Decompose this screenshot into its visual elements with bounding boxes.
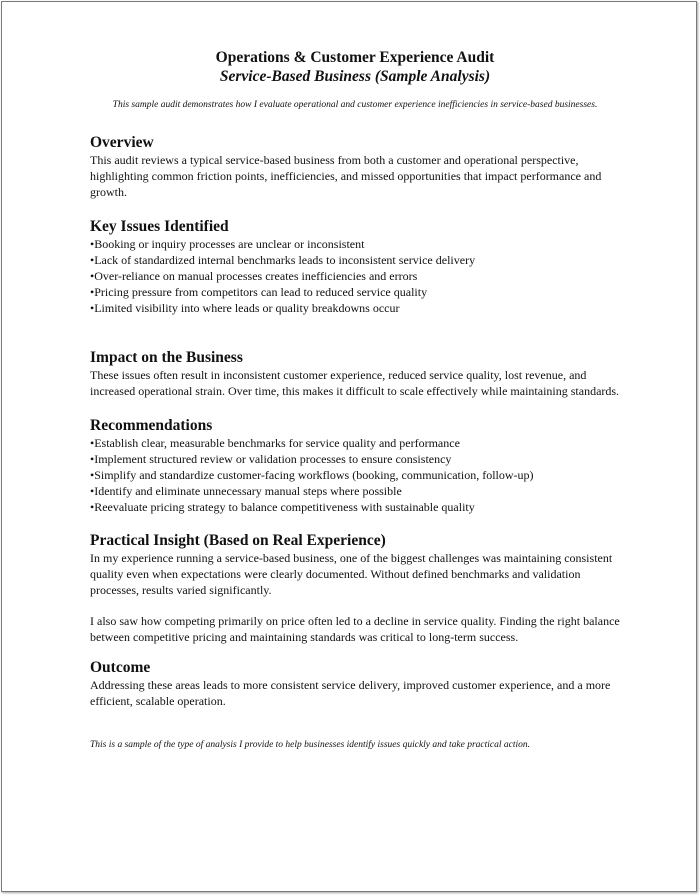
practical-insight-heading: Practical Insight (Based on Real Experience) <box>90 532 386 549</box>
document-page <box>1 1 697 892</box>
practical-insight-paragraph-1: In my experience running a service-based business, one of the biggest challenges was maintaining consistent quality even when expectations were clearly documented. Without defined benchmarks and validation processes, results varied significantly. <box>90 551 613 597</box>
list-item: • Reevaluate pricing strategy to balance competitiveness with sustainable quality <box>90 499 620 515</box>
list-item: • Establish clear, measurable benchmarks for service quality and performance <box>90 435 620 451</box>
list-item: • Over-reliance on manual processes creates inefficiencies and errors <box>90 268 620 284</box>
impact-heading: Impact on the Business <box>90 349 243 366</box>
outcome-heading: Outcome <box>90 659 151 676</box>
list-item: • Pricing pressure from competitors can lead to reduced service quality <box>90 284 620 300</box>
list-item: • Simplify and standardize customer-facing workflows (booking, communication, follow-up) <box>90 467 620 483</box>
recommendations-section <box>90 417 620 515</box>
intro-text: This sample audit demonstrates how I evaluate operational and customer experience inefficiencies in service-based businesses. <box>112 100 598 110</box>
overview-section <box>90 134 620 200</box>
list-item: • Limited visibility into where leads or quality breakdowns occur <box>90 300 620 316</box>
key-issues-heading: Key Issues Identified <box>90 218 229 235</box>
footer-note: This is a sample of the type of analysis I provide to help businesses identify issues quickly and take practical action. <box>90 740 531 750</box>
overview-text: This audit reviews a typical service-based business from both a customer and operational perspective, highlighting common friction points, inefficiencies, and missed opportunities that impact performance and growth. <box>90 153 602 199</box>
key-issues-list <box>90 236 620 316</box>
page-title: Operations & Customer Experience Audit <box>215 49 495 66</box>
overview-heading: Overview <box>90 134 154 151</box>
list-item: • Implement structured review or validation processes to ensure consistency <box>90 451 620 467</box>
list-item: • Identify and eliminate unnecessary manual steps where possible <box>90 483 620 499</box>
page-subtitle: Service-Based Business (Sample Analysis) <box>219 68 491 85</box>
outcome-section <box>90 659 620 709</box>
impact-text: These issues often result in inconsistent customer experience, reduced service quality, lost revenue, and increased operational strain. Over time, this makes it difficult to scale effectively while maintaining standards. <box>90 368 620 398</box>
outcome-text: Addressing these areas leads to more consistent service delivery, improved customer experience, and a more efficient, scalable operation. <box>90 678 611 708</box>
key-issues-section <box>90 218 620 316</box>
practical-insight-section <box>90 532 620 645</box>
list-item: • Lack of standardized internal benchmarks leads to inconsistent service delivery <box>90 252 620 268</box>
practical-insight-paragraph-2: I also saw how competing primarily on price often led to a decline in service quality. Finding the right balance between competitive pricing and maintaining standards was critical to long-term success. <box>90 614 620 644</box>
impact-section <box>90 349 620 399</box>
recommendations-list <box>90 435 620 515</box>
document-content <box>90 48 620 752</box>
recommendations-heading: Recommendations <box>90 417 213 434</box>
list-item: • Booking or inquiry processes are unclear or inconsistent <box>90 236 620 252</box>
